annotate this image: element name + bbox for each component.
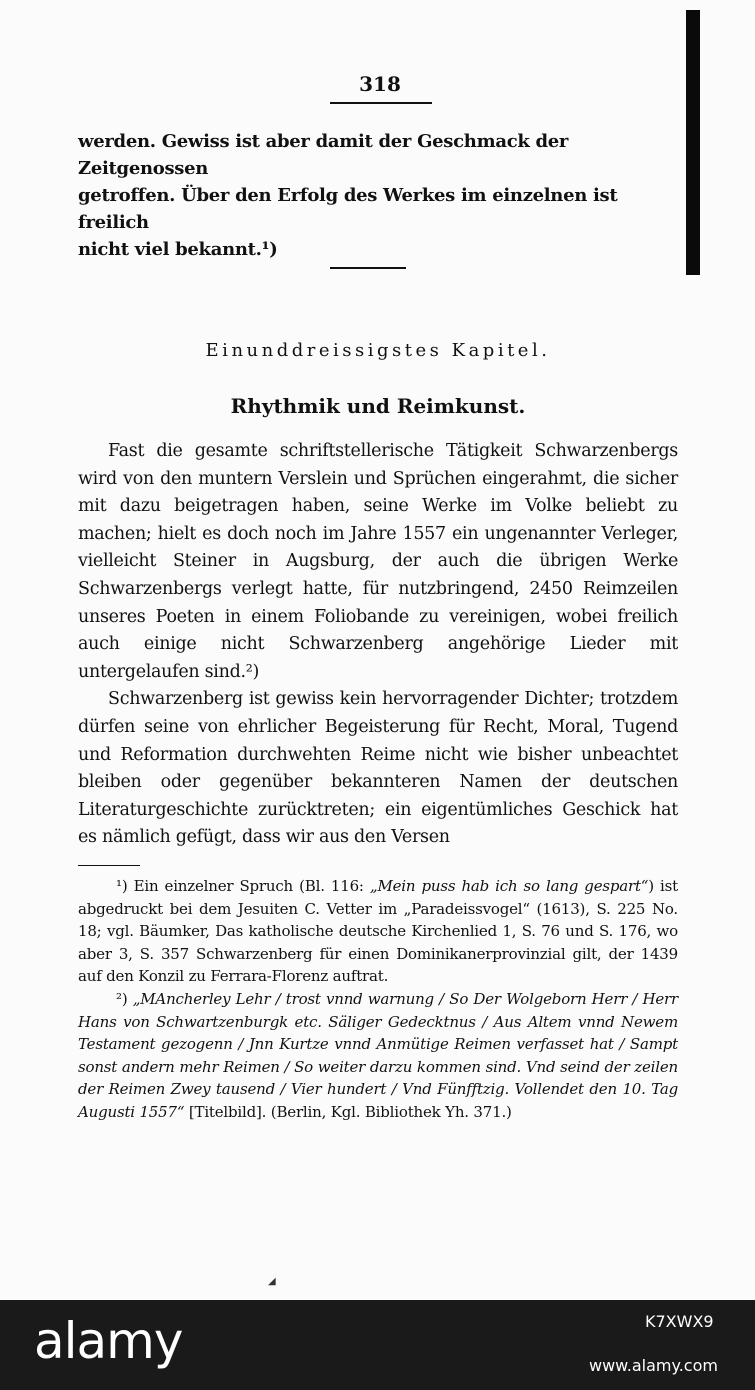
alamy-logo: alamy	[34, 1312, 183, 1370]
footnote-1-quote: „Mein puss hab ich so lang gespart“	[369, 877, 649, 895]
footnote-1-text-start: Ein einzelner Spruch (Bl. 116:	[133, 877, 370, 895]
chapter-heading: Einunddreissigstes Kapitel.	[205, 340, 551, 361]
site-url: www.alamy.com	[589, 1356, 718, 1375]
page-number-rule	[330, 102, 432, 104]
page-edge-shadow	[686, 10, 700, 275]
footnotes	[78, 875, 678, 1124]
body-text	[78, 438, 678, 852]
continued-paragraph	[78, 128, 678, 263]
footnote-1-marker: ¹)	[116, 877, 128, 895]
footnote-1	[78, 875, 678, 988]
footnote-1-text-end: ) ist abgedruckt bei dem Jesuiten C. Vetter im „Paradeissvogel“ (1613), S. 225 No. 18; vgl. Bäumker, Das katholische deutsche Kirchenlied 1, S. 76 und S. 176, wo aber 3, S. 357 Schwarzenberg für einen Dominikanerprovinzial gilt, der 1439 auf den Konzil zu Ferrara-Florenz auftrat.	[78, 877, 678, 986]
page-number: 318	[359, 72, 401, 96]
continued-line-3: nicht viel bekannt.¹)	[78, 239, 278, 260]
footnote-separator	[78, 865, 140, 866]
printer-mark-icon: ◢	[268, 1276, 276, 1287]
section-title: Rhythmik und Reimkunst.	[230, 394, 526, 418]
footnote-2-text-end: [Titelbild]. (Berlin, Kgl. Bibliothek Yh. 371.)	[184, 1102, 512, 1121]
image-id: K7XWX9	[645, 1312, 714, 1331]
section-divider	[330, 267, 406, 269]
paragraph-1: Fast die gesamte schriftstellerische Tätigkeit Schwarzenbergs wird von den muntern Verslein und Sprüchen eingerahmt, die sicher mit dazu beigetragen haben, seine Werke im Volke beliebt zu machen; hielt es doch noch im Jahre 1557 ein ungenannter Verleger, vielleicht Steiner in Augsburg, der auch die übrigen Werke Schwarzenbergs verlegt hatte, für nutzbringend, 2450 Reimzeilen unseres Poeten in einem Foliobande zu vereinigen, wobei freilich auch einige nicht Schwarzenberg angehörige Lieder mit untergelaufen sind.²)	[78, 441, 678, 682]
continued-line-1: werden. Gewiss ist aber damit der Geschmack der Zeitgenossen	[78, 131, 569, 179]
continued-line-2: getroffen. Über den Erfolg des Werkes im einzelnen ist freilich	[78, 185, 618, 233]
footnote-2	[78, 988, 678, 1124]
footnote-2-marker: ²)	[116, 989, 128, 1008]
footnote-2-title-quote: „MAncherley Lehr / trost vnnd warnung / So Der Wolgeborn Herr / Herr Hans von Schwartzenburgk etc. Säliger Gedecktnus / Aus Altem vnnd Newem Testament gezogenn / Jnn Kurtze vnnd Anmütige Reimen verfasset hat / Sampt sonst andern mehr Reimen / So weiter darzu kommen sind. Vnd seind der zeilen der Reimen Zwey tausend / Vier hundert / Vnd Fünfftzig. Vollendet den 10. Tag Augusti 1557“	[78, 989, 678, 1121]
paragraph-2: Schwarzenberg ist gewiss kein hervorragender Dichter; trotzdem dürfen seine von ehrlicher Begeisterung für Recht, Moral, Tugend und Reformation durchwehten Reime nicht wie bisher unbeachtet bleiben oder gegenüber bekannteren Namen der deutschen Literaturgeschichte zurücktreten; ein eigentümliches Geschick hat es nämlich gefügt, dass wir aus den Versen	[78, 689, 678, 848]
